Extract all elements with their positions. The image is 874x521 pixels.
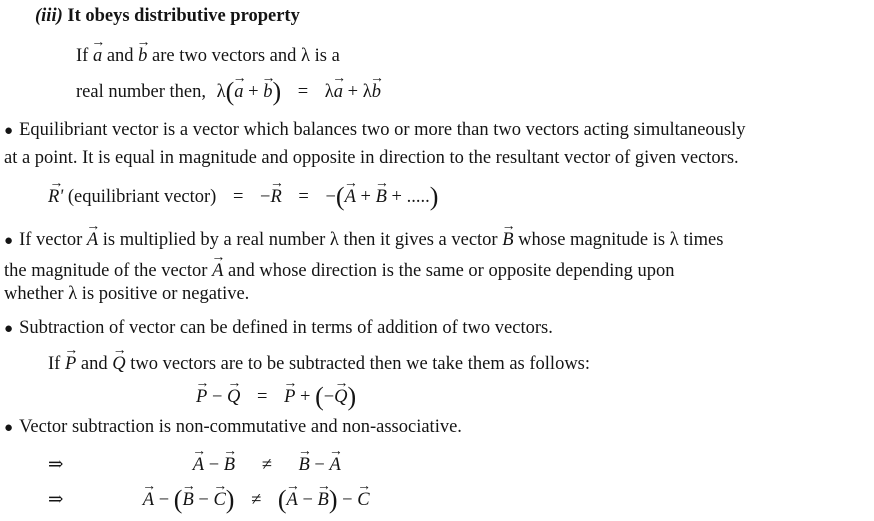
heading-text: It obeys distributive property: [67, 6, 300, 26]
noncommutative-line-1: [4, 415, 462, 440]
vector-B: → B: [224, 449, 235, 477]
vector-A: → A: [287, 484, 298, 512]
bullet-icon: ●: [4, 420, 14, 436]
subtraction-text-1: Subtraction of vector can be defined in terms of addition of two vectors.: [19, 318, 553, 338]
subtraction-text-2c: two vectors are to be subtracted then we take them as follows:: [130, 354, 591, 374]
subtraction-formula: → P − → Q = → P + (−→ Q): [196, 381, 356, 409]
implies-line-1: ⇒ → A − → B ≠ → B − → A: [48, 449, 341, 477]
vector-Q: → Q: [227, 381, 240, 409]
scalar-line-3: [4, 282, 249, 306]
vector-B: → B: [376, 181, 387, 209]
subtraction-text-2b: and: [80, 354, 108, 374]
vector-r-prime: → R': [48, 181, 63, 209]
vector-A: → A: [329, 449, 340, 477]
scalar-line-2: [4, 255, 674, 283]
vector-P: → P: [196, 381, 207, 409]
formula-label: (equilibriant vector): [67, 187, 217, 207]
equilibrant-formula: → R' (equilibriant vector) = −→ R = −(→ A + → B + .....): [48, 181, 438, 209]
subtraction-line-2: [48, 348, 590, 376]
vector-A: → A: [143, 484, 154, 512]
vector-a: → a: [93, 40, 102, 68]
neq-symbol: ≠: [251, 490, 262, 510]
lambda-symbol: λ: [324, 82, 334, 102]
subtraction-text-2a: If: [48, 354, 61, 374]
implies-symbol: ⇒: [48, 490, 64, 510]
text-and: and: [106, 46, 134, 66]
lambda-symbol: λ: [362, 82, 372, 102]
vector-Q: → Q: [112, 348, 125, 376]
subtraction-line-1: [4, 316, 553, 341]
equilibrant-line-2: [4, 146, 739, 170]
ellipsis: .....: [406, 187, 430, 207]
equilibrant-line-1: [4, 118, 746, 143]
vector-Q: → Q: [334, 381, 347, 409]
vector-A: → A: [212, 255, 223, 283]
vector-a: → a: [234, 76, 243, 104]
text-two-vectors: are two vectors and λ is a: [152, 46, 340, 66]
vector-P: → P: [65, 348, 76, 376]
scalar-text-1b: is multiplied by a real number λ then it gives a vector: [102, 230, 498, 250]
bullet-icon: ●: [4, 321, 14, 337]
bullet-icon: ●: [4, 123, 14, 139]
vector-B: → B: [298, 449, 309, 477]
implies-symbol: ⇒: [48, 455, 64, 475]
neq-symbol: ≠: [261, 455, 272, 475]
text-real-number: real number then,: [76, 82, 206, 102]
scalar-line-1: [4, 224, 723, 253]
vector-b: → b: [138, 40, 147, 68]
vector-a: → a: [334, 76, 343, 104]
bullet-icon: ●: [4, 233, 14, 249]
vector-B: → B: [502, 224, 513, 252]
vector-A: → A: [345, 181, 356, 209]
noncommutative-text: Vector subtraction is non-commutative and non-associative.: [19, 417, 462, 437]
scalar-text-1c: whose magnitude is λ times: [518, 230, 724, 250]
text-if: If: [76, 46, 89, 66]
vector-C: → C: [357, 484, 369, 512]
scalar-text-3: whether λ is positive or negative.: [4, 284, 250, 304]
vector-r: → R: [270, 181, 281, 209]
vector-b: → b: [372, 76, 381, 104]
equilibrant-text-2: at a point. It is equal in magnitude and opposite in direction to the resultant vector of given vectors.: [4, 148, 739, 168]
vector-P: → P: [284, 381, 295, 409]
distributive-line-2: [76, 76, 381, 104]
heading: [35, 4, 300, 28]
formula-distributive: λ(→ a + → b) = λ→ a + λ→ b: [217, 82, 381, 102]
scalar-text-2b: and whose direction is the same or opposite depending upon: [228, 261, 675, 281]
implies-line-2: ⇒ → A − (→ B − → C) ≠ (→ A − → B) − → C: [48, 484, 370, 512]
vector-B: → B: [318, 484, 329, 512]
lambda-symbol: λ: [216, 82, 226, 102]
equilibrant-text-1: Equilibriant vector is a vector which balances two or more than two vectors acting simultaneously: [19, 120, 746, 140]
distributive-line-1: [76, 40, 340, 68]
vector-A: → A: [87, 224, 98, 252]
scalar-text-2a: the magnitude of the vector: [4, 261, 208, 281]
heading-number: (iii): [35, 6, 63, 26]
vector-A: → A: [193, 449, 204, 477]
scalar-text-1a: If vector: [19, 230, 83, 250]
vector-b: → b: [263, 76, 272, 104]
vector-C: → C: [213, 484, 225, 512]
vector-B: → B: [182, 484, 193, 512]
